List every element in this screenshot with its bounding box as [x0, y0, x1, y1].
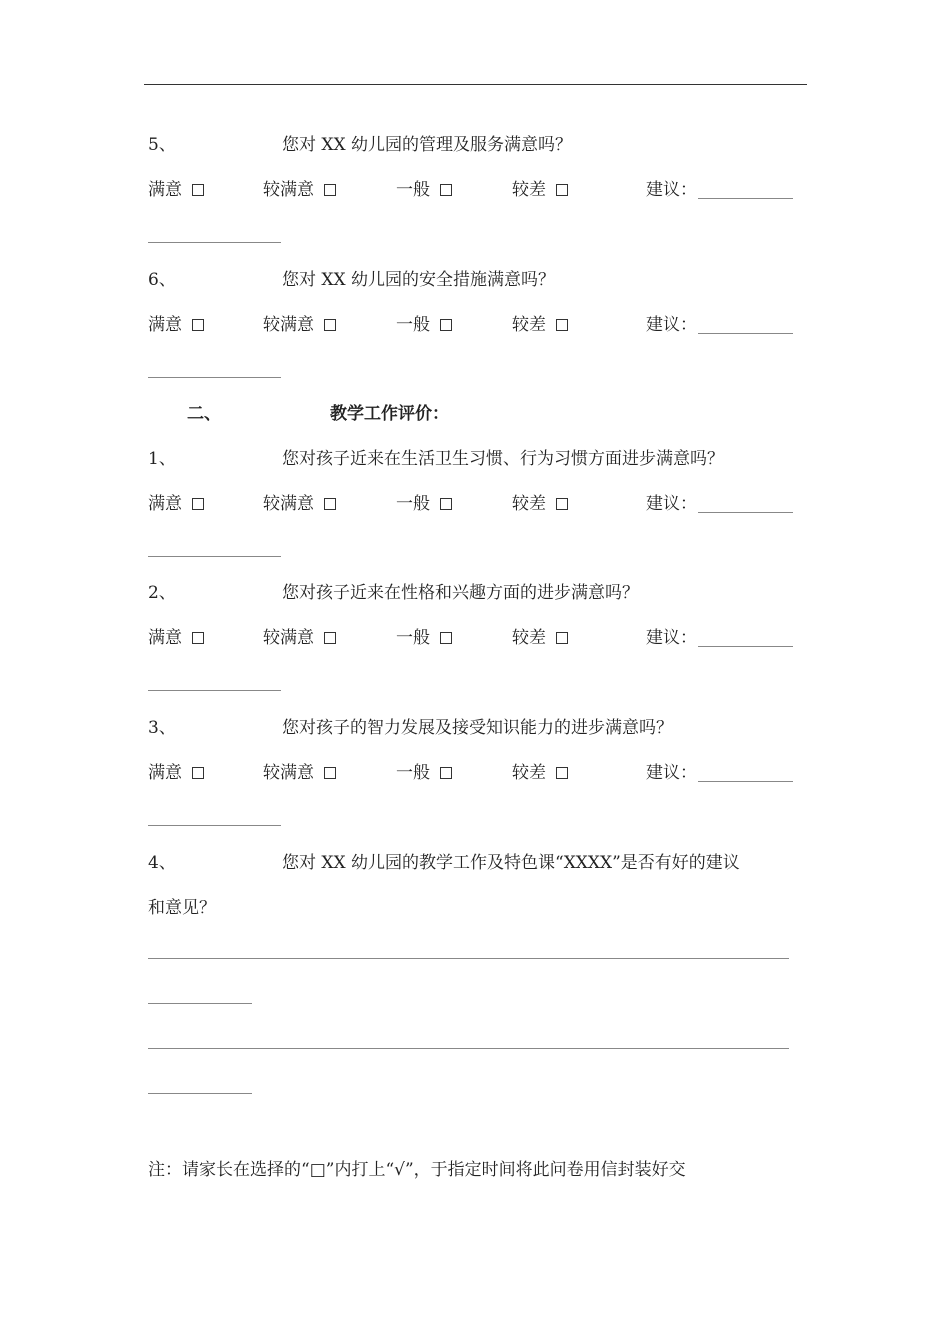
question-number: 2、 — [148, 583, 176, 603]
question-number: 6、 — [148, 270, 176, 290]
suggestion-field-continued[interactable] — [148, 377, 281, 378]
question-number: 4、 — [148, 853, 176, 873]
question-number: 5、 — [148, 135, 176, 155]
option-poor[interactable]: 较差 — [512, 178, 568, 202]
question-text: 您对孩子的智力发展及接受知识能力的进步满意吗？ — [282, 718, 673, 738]
checkbox[interactable] — [440, 319, 452, 331]
checkbox[interactable] — [324, 632, 336, 644]
option-poor[interactable]: 较差 — [512, 761, 568, 785]
suggestion-label: 建议： — [646, 628, 697, 648]
question-text: 您对 XX 幼儿园的安全措施满意吗？ — [282, 270, 556, 290]
checkbox[interactable] — [556, 632, 568, 644]
checkbox[interactable] — [324, 184, 336, 196]
option-fairly-satisfied[interactable]: 较满意 — [263, 626, 336, 650]
question-number: 1、 — [148, 449, 176, 469]
question-number: 3、 — [148, 718, 176, 738]
suggestion-field[interactable] — [698, 333, 793, 334]
checkbox[interactable] — [192, 184, 204, 196]
answer-line[interactable] — [148, 958, 789, 959]
header-rule — [144, 84, 807, 85]
checkbox[interactable] — [324, 767, 336, 779]
checkbox[interactable] — [324, 319, 336, 331]
suggestion-field[interactable] — [698, 512, 793, 513]
option-satisfied[interactable]: 满意 — [148, 178, 204, 202]
suggestion-field[interactable] — [698, 646, 793, 647]
checkbox[interactable] — [556, 498, 568, 510]
question-text: 您对孩子近来在生活卫生习惯、行为习惯方面进步满意吗？ — [282, 449, 724, 469]
option-average[interactable]: 一般 — [396, 626, 452, 650]
answer-line[interactable] — [148, 1003, 252, 1004]
suggestion-label: 建议： — [646, 315, 697, 335]
option-average[interactable]: 一般 — [396, 761, 452, 785]
suggestion-field[interactable] — [698, 198, 793, 199]
suggestion-label: 建议： — [646, 180, 697, 200]
checkbox[interactable] — [192, 498, 204, 510]
checkbox[interactable] — [440, 184, 452, 196]
checkbox[interactable] — [192, 767, 204, 779]
question-text-continued: 和意见？ — [148, 898, 216, 918]
question-5 — [148, 133, 176, 157]
option-fairly-satisfied[interactable]: 较满意 — [263, 178, 336, 202]
option-average[interactable]: 一般 — [396, 492, 452, 516]
suggestion-field-continued[interactable] — [148, 242, 281, 243]
option-satisfied[interactable]: 满意 — [148, 313, 204, 337]
section-title: 教学工作评价： — [330, 404, 449, 424]
question-text: 您对孩子近来在性格和兴趣方面的进步满意吗？ — [282, 583, 639, 603]
suggestion-field-continued[interactable] — [148, 556, 281, 557]
checkbox[interactable] — [440, 632, 452, 644]
suggestion-label: 建议： — [646, 494, 697, 514]
option-fairly-satisfied[interactable]: 较满意 — [263, 761, 336, 785]
checkbox[interactable] — [440, 498, 452, 510]
option-satisfied[interactable]: 满意 — [148, 626, 204, 650]
suggestion-field-continued[interactable] — [148, 690, 281, 691]
option-fairly-satisfied[interactable]: 较满意 — [263, 492, 336, 516]
checkbox[interactable] — [192, 632, 204, 644]
suggestion-field[interactable] — [698, 781, 793, 782]
option-poor[interactable]: 较差 — [512, 626, 568, 650]
answer-line[interactable] — [148, 1093, 252, 1094]
option-average[interactable]: 一般 — [396, 313, 452, 337]
answer-line[interactable] — [148, 1048, 789, 1049]
checkbox[interactable] — [556, 767, 568, 779]
checkbox[interactable] — [324, 498, 336, 510]
section-number: 二、 — [187, 404, 221, 424]
option-poor[interactable]: 较差 — [512, 313, 568, 337]
checkbox[interactable] — [556, 184, 568, 196]
checkbox[interactable] — [192, 319, 204, 331]
question-text: 您对 XX 幼儿园的教学工作及特色课“XXXX”是否有好的建议 — [282, 853, 740, 873]
checkbox[interactable] — [556, 319, 568, 331]
suggestion-field-continued[interactable] — [148, 825, 281, 826]
option-poor[interactable]: 较差 — [512, 492, 568, 516]
suggestion-label: 建议： — [646, 763, 697, 783]
footnote: 注：请家长在选择的“□”内打上“√”，于指定时间将此问卷用信封装好交 — [148, 1160, 686, 1180]
checkbox[interactable] — [440, 767, 452, 779]
option-fairly-satisfied[interactable]: 较满意 — [263, 313, 336, 337]
option-satisfied[interactable]: 满意 — [148, 492, 204, 516]
option-average[interactable]: 一般 — [396, 178, 452, 202]
question-text: 您对 XX 幼儿园的管理及服务满意吗？ — [282, 135, 573, 155]
option-satisfied[interactable]: 满意 — [148, 761, 204, 785]
